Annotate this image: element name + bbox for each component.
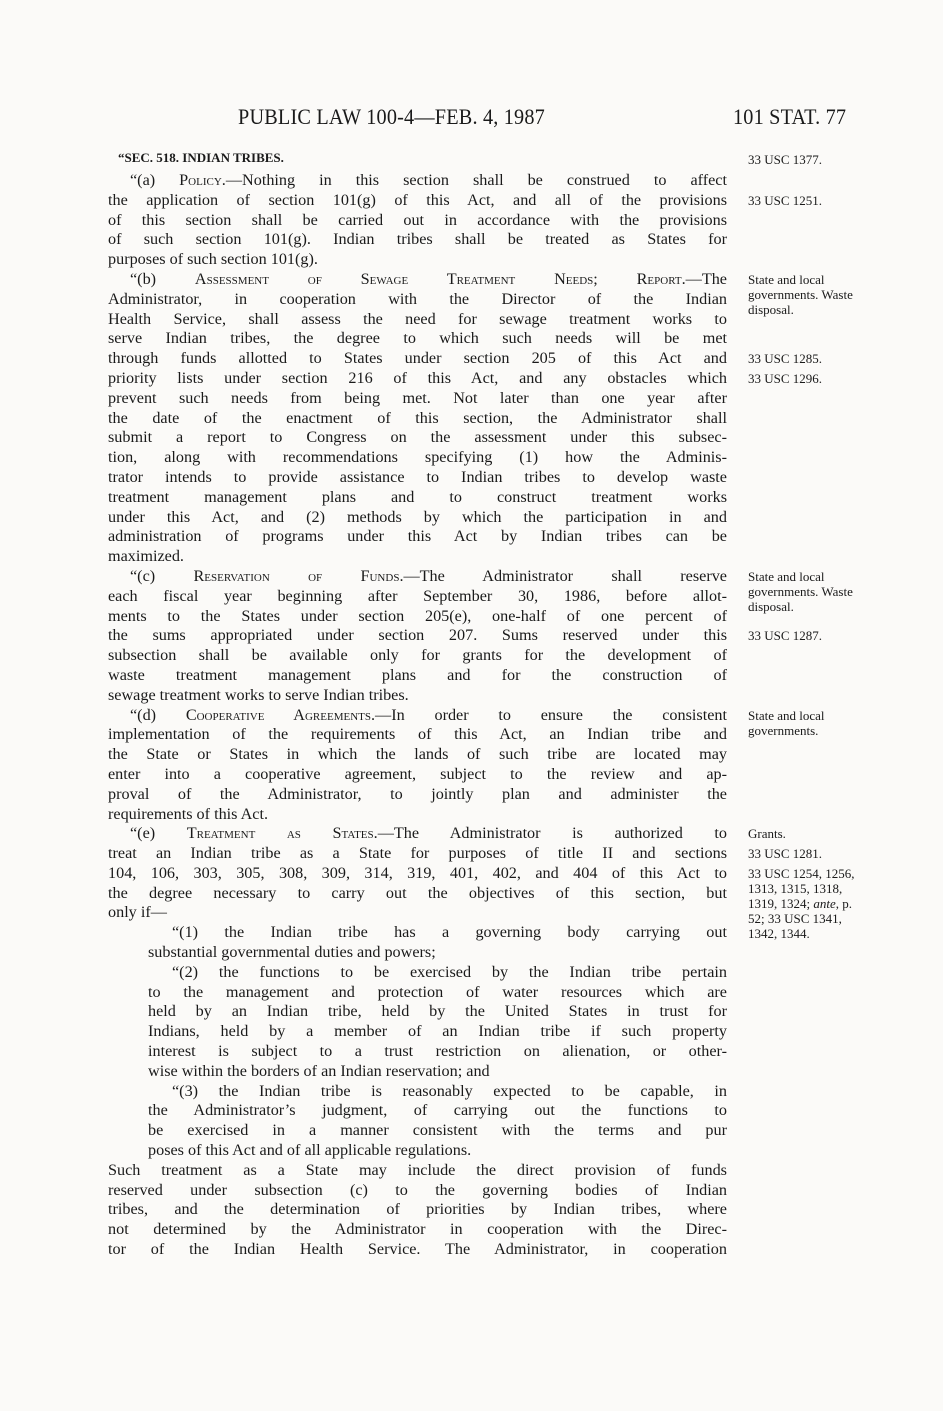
text-line: to the management and protection of water resources which are <box>148 982 727 1001</box>
text-line: the degree necessary to carry out the objectives of this section, but <box>108 883 727 902</box>
text-line: “(1) the Indian tribe has a governing body carrying out <box>172 923 727 942</box>
text-line: wise within the borders of an Indian reservation; and <box>148 1061 490 1080</box>
text-line: tion, along with recommendations specifying (1) how the Adminis- <box>108 448 727 467</box>
text-line: only if— <box>108 903 167 922</box>
text-line: be exercised in a manner consistent with the terms and pur <box>148 1121 727 1140</box>
text-line: the date of the enactment of this section, the Administrator shall <box>108 408 727 427</box>
subsection-heading: Treatment as States <box>186 824 374 843</box>
text-line: each fiscal year beginning after September 30, 1986, before allot- <box>108 586 727 605</box>
text-line: waste treatment management plans and for the construction of <box>108 665 727 684</box>
text-line: Administrator, in cooperation with the Director of the Indian <box>108 289 727 308</box>
subsection-heading: Reservation of Funds <box>193 566 400 585</box>
text-line: serve Indian tribes, the degree to which such needs will be met <box>108 329 727 348</box>
text-line: “(b) Assessment of Sewage Treatment Needs; Report.—The <box>130 269 727 288</box>
text-line: “(a) Policy.—Nothing in this section shall be construed to affect <box>130 171 727 189</box>
text-line: substantial governmental duties and powers; <box>148 943 436 962</box>
text-line: tribes, and the determination of priorities by Indian tribes, where <box>108 1200 727 1219</box>
margin-note: State and local governments. Waste disposal. <box>748 569 853 614</box>
text-line: “(3) the Indian tribe is reasonably expected to be capable, in <box>172 1081 727 1100</box>
text-line: maximized. <box>108 547 184 566</box>
margin-note: Grants. <box>748 826 786 842</box>
text-line: ments to the States under section 205(e), one-half of one percent of <box>108 606 727 625</box>
text-line: subsection shall be available only for grants for the development of <box>108 646 727 665</box>
margin-note: State and local governments. Waste disposal. <box>748 272 853 317</box>
text-line: requirements of this Act. <box>108 804 269 823</box>
text-line: treatment management plans and to construct treatment works <box>108 487 727 506</box>
margin-note: 33 USC 1296. <box>748 371 823 386</box>
margin-note: 33 USC 1254, 1256, 1313, 1315, 1318, 1319, 1324; ante, p. 52; 33 USC 1341, 1342, 1344. <box>748 866 855 941</box>
text-line: tor of the Indian Health Service. The Administrator, in cooperation <box>108 1240 727 1259</box>
running-header-stat-page: 101 STAT. 77 <box>733 104 847 129</box>
subsection-heading: Policy <box>179 171 222 189</box>
section-heading: “SEC. 518. INDIAN TRIBES. <box>118 150 284 165</box>
text-line: sewage treatment works to serve Indian tribes. <box>108 685 409 704</box>
text-line: reserved under subsection (c) to the governing bodies of Indian <box>108 1180 727 1199</box>
margin-note: 33 USC 1285. <box>748 351 823 367</box>
text-line: purposes of such section 101(g). <box>108 250 318 269</box>
text-line: the sums appropriated under section 207. Sums reserved under this <box>108 626 727 645</box>
text-line: trator intends to provide assistance to Indian tribes to develop waste <box>108 467 727 486</box>
text-line: submit a report to Congress on the assessment under this subsec- <box>108 428 727 447</box>
margin-note: 33 USC 1287. <box>748 628 823 644</box>
text-line: “(c) Reservation of Funds.—The Administrator shall reserve <box>130 566 727 585</box>
text-line: “(e) Treatment as States.—The Administrator is authorized to <box>130 824 727 843</box>
margin-note: 33 USC 1377. <box>748 152 823 167</box>
text-line: priority lists under section 216 of this Act, and any obstacles which <box>108 368 727 387</box>
subsection-heading: Cooperative Agreements <box>185 705 371 724</box>
text-line: the Administrator’s judgment, of carrying out the functions to <box>148 1101 727 1120</box>
margin-note: 33 USC 1281. <box>748 846 823 862</box>
subsection-heading: Assessment of Sewage Treatment Needs; Report <box>194 269 682 288</box>
margin-note: 33 USC 1251. <box>748 192 823 208</box>
text-line: Health Service, shall assess the need for sewage treatment works to <box>108 309 727 328</box>
text-line: interest is subject to a trust restriction on alienation, or other- <box>148 1042 727 1061</box>
running-header-title: PUBLIC LAW 100-4—FEB. 4, 1987 <box>238 104 545 129</box>
text-line: 104, 106, 303, 305, 308, 309, 314, 319, 401, 402, and 404 of this Act to <box>108 863 727 882</box>
text-line: “(2) the functions to be exercised by the Indian tribe pertain <box>172 962 727 981</box>
text-line: through funds allotted to States under section 205 of this Act and <box>108 349 727 368</box>
margin-note: State and local governments. <box>748 707 825 738</box>
text-line: implementation of the requirements of this Act, an Indian tribe and <box>108 725 727 744</box>
text-line: of such section 101(g). Indian tribes shall be treated as States for <box>108 230 727 249</box>
text-line: proval of the Administrator, to jointly plan and administer the <box>108 784 727 803</box>
text-line: Such treatment as a State may include the direct provision of funds <box>108 1160 727 1179</box>
text-line: “(d) Cooperative Agreements.—In order to ensure the consistent <box>130 705 727 724</box>
text-line: under this Act, and (2) methods by which the participation in and <box>108 507 727 526</box>
text-line: the State or States in which the lands of such tribe are located may <box>108 745 727 764</box>
text-line: not determined by the Administrator in cooperation with the Direc- <box>108 1220 727 1239</box>
text-line: poses of this Act and of all applicable regulations. <box>148 1141 472 1160</box>
text-line: treat an Indian tribe as a State for purposes of title II and sections <box>108 844 727 863</box>
text-line: held by an Indian tribe, held by the United States in trust for <box>148 1002 727 1021</box>
text-line: the application of section 101(g) of this Act, and all of the provisions <box>108 190 727 209</box>
text-line: prevent such needs from being met. Not later than one year after <box>108 388 727 407</box>
text-line: of this section shall be carried out in accordance with the provisions <box>108 210 727 229</box>
text-line: administration of programs under this Act by Indian tribes can be <box>108 527 727 546</box>
text-line: enter into a cooperative agreement, subject to the review and ap- <box>108 764 727 783</box>
body-text <box>108 171 727 1260</box>
text-line: Indians, held by a member of an Indian tribe if such property <box>148 1022 727 1041</box>
